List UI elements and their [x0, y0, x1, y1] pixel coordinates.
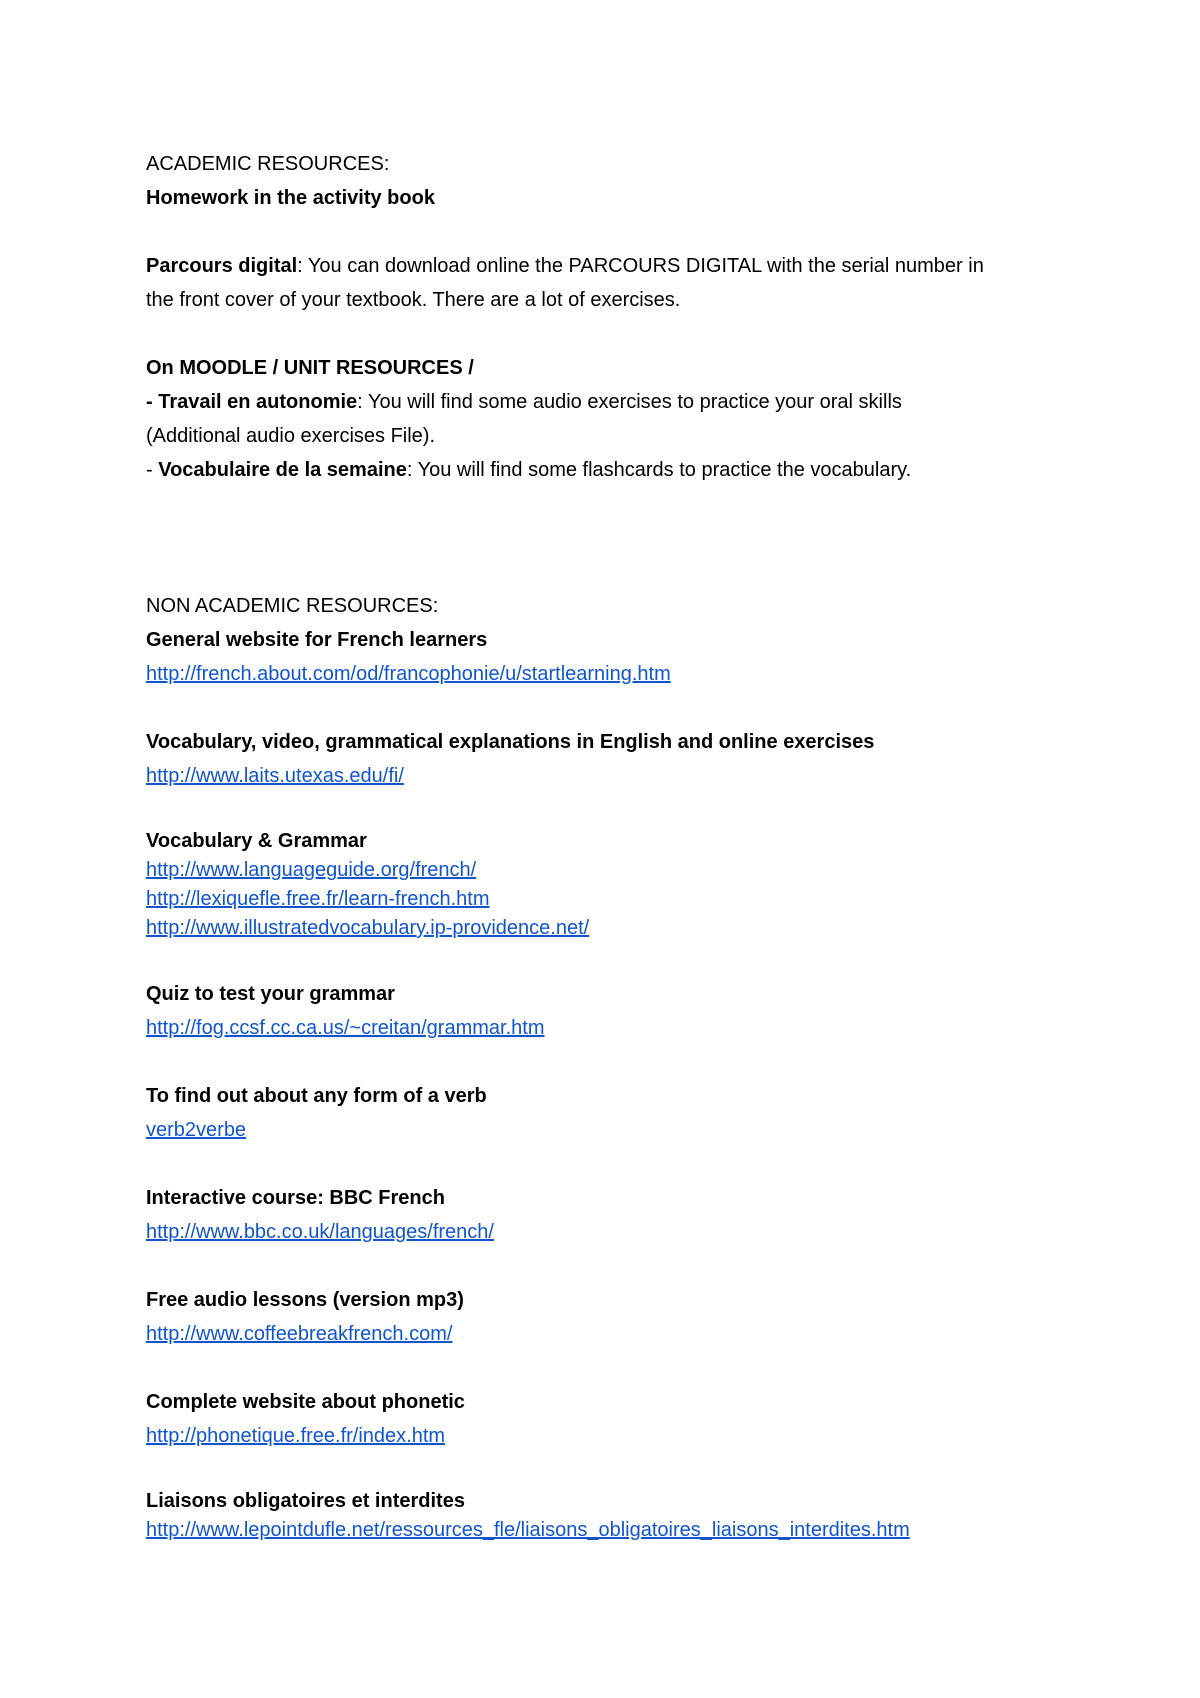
travail-label: Travail en autonomie: [158, 391, 358, 413]
section-title-audio: Free audio lessons (version mp3): [146, 1289, 464, 1311]
link-laits[interactable]: http://www.laits.utexas.edu/fi/: [146, 765, 404, 787]
travail-text-2: (Additional audio exercises File).: [146, 425, 436, 447]
moodle-heading: On MOODLE / UNIT RESOURCES /: [146, 357, 474, 379]
link-bbc[interactable]: http://www.bbc.co.uk/languages/french/: [146, 1221, 494, 1243]
resource-section-phonetic: [146, 1385, 1066, 1453]
resource-section-general: [146, 623, 1066, 691]
link-phonetique[interactable]: http://phonetique.free.fr/index.htm: [146, 1425, 446, 1447]
link-lepointdufle[interactable]: http://www.lepointdufle.net/ressources_fle/liaisons_obligatoires_liaisons_interdites.htm: [146, 1519, 910, 1541]
resource-section-liaisons: [146, 1487, 1066, 1545]
section-title-general: General website for French learners: [146, 629, 488, 651]
resource-section-quiz: [146, 977, 1066, 1045]
parcours-text-1: You can download online the PARCOURS DIGITAL with the serial number in: [307, 255, 984, 277]
section-title-quiz: Quiz to test your grammar: [146, 983, 395, 1005]
link-coffeebreakfrench[interactable]: http://www.coffeebreakfrench.com/: [146, 1323, 453, 1345]
resource-section-vocab-grammar: [146, 827, 1066, 943]
link-languageguide[interactable]: http://www.languageguide.org/french/: [146, 859, 477, 881]
travail-line-1: [146, 385, 1066, 419]
resource-section-bbc: [146, 1181, 1066, 1249]
section-title-phonetic: Complete website about phonetic: [146, 1391, 465, 1413]
resource-section-laits: [146, 725, 1066, 793]
section-title-bbc: Interactive course: BBC French: [146, 1187, 445, 1209]
section-title-vocab-grammar: Vocabulary & Grammar: [146, 830, 367, 852]
parcours-label: Parcours digital: [146, 255, 298, 277]
section-title-verb: To find out about any form of a verb: [146, 1085, 487, 1107]
vocab-label: Vocabulaire de la semaine: [158, 459, 407, 481]
vocab-line: [146, 453, 1066, 487]
travail-text-1: You will find some audio exercises to practice your oral skills: [367, 391, 902, 413]
link-verb2verbe[interactable]: verb2verbe: [146, 1119, 247, 1141]
link-illustratedvocabulary[interactable]: http://www.illustratedvocabulary.ip-providence.net/: [146, 917, 590, 939]
vocab-text: You will find some flashcards to practice the vocabulary.: [417, 459, 912, 481]
section-title-liaisons: Liaisons obligatoires et interdites: [146, 1490, 465, 1512]
travail-separator: :: [357, 391, 368, 413]
section-title-laits: Vocabulary, video, grammatical explanations in English and online exercises: [146, 731, 875, 753]
document-content: [146, 147, 1066, 1545]
travail-dash: -: [146, 391, 159, 413]
resource-section-verb: [146, 1079, 1066, 1147]
link-french-about[interactable]: http://french.about.com/od/francophonie/u/startlearning.htm: [146, 663, 671, 685]
parcours-text-2: the front cover of your textbook. There are a lot of exercises.: [146, 289, 681, 311]
homework-line: Homework in the activity book: [146, 187, 435, 209]
academic-heading: ACADEMIC RESOURCES:: [146, 153, 390, 175]
non-academic-heading: NON ACADEMIC RESOURCES:: [146, 595, 439, 617]
link-fog-ccsf[interactable]: http://fog.ccsf.cc.ca.us/~creitan/grammar.htm: [146, 1017, 545, 1039]
vocab-separator: :: [406, 459, 418, 481]
link-lexiquefle[interactable]: http://lexiquefle.free.fr/learn-french.htm: [146, 888, 490, 910]
resource-section-audio: [146, 1283, 1066, 1351]
parcours-separator: :: [297, 255, 308, 277]
vocab-dash: -: [146, 459, 159, 481]
parcours-line-1: [146, 249, 1066, 283]
